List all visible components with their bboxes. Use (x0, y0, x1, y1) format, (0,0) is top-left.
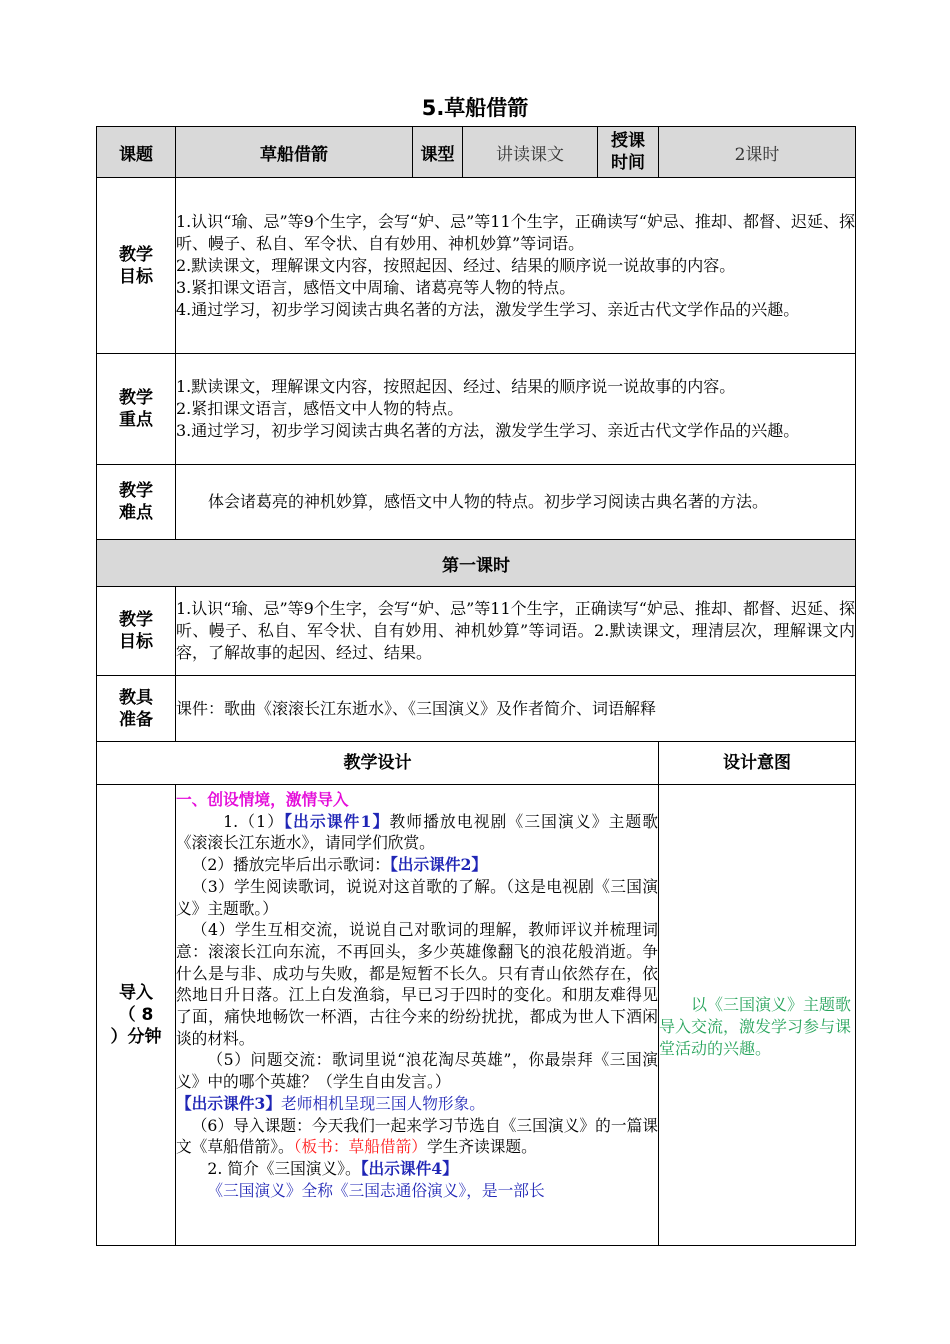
difficulties-content (176, 465, 856, 540)
lesson1-prep-content (176, 676, 856, 742)
difficulties-label-line2: 难点 (119, 503, 153, 523)
design-col-header: 教学设计 (97, 742, 659, 785)
goal-item: 3.紧扣课文语言，感悟文中周瑜、诸葛亮等人物的特点。 (176, 277, 576, 297)
stage-label (97, 785, 176, 1246)
lesson1-heading: 第一课时 (97, 540, 856, 587)
lesson1-goals-label (97, 587, 176, 676)
topic-value: 草船借箭 (176, 127, 413, 178)
lesson-plan-table (96, 126, 856, 1246)
time-value: 2课时 (659, 127, 856, 178)
key-points-label-line2: 重点 (119, 410, 153, 430)
stage-label-line2: （ 8 (118, 1005, 154, 1025)
goal-item: 2.默读课文，理解课文内容，按照起因、经过、结果的顺序说一说故事的内容。 (176, 255, 736, 275)
courseware-1-tag: 【出示课件1】 (284, 811, 390, 831)
lesson1-goals-label-line1: 教学 (119, 610, 153, 630)
type-label: 课型 (413, 127, 463, 178)
key-points-label-line1: 教学 (119, 388, 153, 408)
difficulties-text: 体会诸葛亮的神机妙算，感悟文中人物的特点。初步学习阅读古典名著的方法。 (208, 492, 769, 511)
p1-prefix: 1.（1） (223, 811, 285, 831)
lesson1-prep-row (97, 676, 856, 742)
p6-tail: 学生齐读课题。 (427, 1137, 537, 1157)
courseware-3-tag: 【出示课件3】 (176, 1093, 282, 1113)
p2-text: （2）播放完毕后出示歌词： (191, 855, 390, 875)
p5-blue-text: 老师相机呈现三国人物形象。 (281, 1093, 485, 1113)
design-paragraph-8: 《三国演义》全称《三国志通俗演义》，是一部长 (207, 1180, 545, 1200)
board-note: （板书：草船借箭） (293, 1137, 427, 1157)
goals-row (97, 178, 856, 354)
courseware-4-tag: 【出示课件4】 (360, 1158, 458, 1178)
lesson1-goals-label-line2: 目标 (119, 632, 153, 652)
lesson1-prep-label-line2: 准备 (119, 709, 153, 730)
design-paragraph-7 (176, 1158, 658, 1180)
design-paragraph-5b (176, 1093, 658, 1115)
goal-item: 4.通过学习，初步学习阅读古典名著的方法，激发学生学习、亲近古代文学作品的兴趣。 (176, 299, 800, 319)
type-value: 讲读课文 (463, 127, 598, 178)
lesson1-prep-label-line1: 教具 (119, 687, 153, 708)
design-content (176, 785, 659, 1246)
lesson1-goals-text: 1.认识“瑜、忌”等9个生字，会写“妒、忌”等11个生字，正确读写“妒忌、推却、都督、迟延、探听、幔子、私自、军令状、自有妙用、神机妙算”等词语。2.默读课文，理清层次，理解课文内容，了解故事的起因、经过、结果。 (176, 599, 855, 662)
design-paragraph-1 (176, 811, 658, 854)
difficulties-row (97, 465, 856, 540)
lesson1-goals-row (97, 587, 856, 676)
intent-content (659, 785, 856, 1246)
p7-text: 2. 简介《三国演义》。 (207, 1158, 361, 1178)
time-label (598, 127, 659, 178)
goal-item: 1.认识“瑜、忌”等9个生字，会写“妒、忌”等11个生字，正确读写“妒忌、推却、都督、迟延、探听、幔子、私自、军令状、自有妙用、神机妙算”等词语。 (176, 211, 855, 253)
key-points-row (97, 354, 856, 465)
stage-label-line1: 导入 (119, 983, 153, 1003)
key-point-item: 3.通过学习，初步学习阅读古典名著的方法，激发学生学习、亲近古代文学作品的兴趣。 (176, 421, 800, 440)
topic-label: 课题 (97, 127, 176, 178)
p1-text: 教师播放电视剧《三国演义》主题歌《滚滚长江东逝水》，请同学们欣赏。 (176, 811, 658, 853)
key-points-label (97, 354, 176, 465)
lesson1-prep-text: 课件：歌曲《滚滚长江东逝水》、《三国演义》及作者简介、词语解释 (176, 698, 657, 718)
design-body-row (97, 785, 856, 1246)
design-paragraph-6 (176, 1115, 658, 1158)
goals-label-line1: 教学 (119, 244, 153, 265)
time-label-line2: 时间 (611, 153, 645, 173)
difficulties-label (97, 465, 176, 540)
design-paragraph-4: （4）学生互相交流，说说自己对歌词的理解，教师评议并梳理词意：滚滚长江向东流，不再回头，多少英雄像翻飞的浪花般消逝。争什么是与非、成功与失败，都是短暂不长久。只有青山依然存在，依然地日升日落。江上白发渔翁，早已习于四时的变化。和朋友难得见了面，痛快地畅饮一杯酒，古往今来的纷纷扰扰，都成为世人下酒闲谈的材料。 (176, 920, 658, 1048)
lesson1-prep-label (97, 676, 176, 742)
design-paragraph-2 (176, 854, 658, 876)
page-title: 5.草船借箭 (421, 96, 529, 120)
difficulties-label-line1: 教学 (119, 481, 153, 501)
time-label-line1: 授课 (611, 131, 645, 151)
stage-label-line3: ）分钟 (110, 1027, 162, 1047)
goals-label (97, 178, 176, 354)
design-header-row (97, 742, 856, 785)
header-row (97, 127, 856, 178)
design-paragraph-5: （5）问题交流：歌词里说“浪花淘尽英雄”，你最崇拜《三国演义》中的哪个英雄？（学生自由发言。） (176, 1050, 658, 1092)
key-point-item: 2.紧扣课文语言，感悟文中人物的特点。 (176, 399, 464, 418)
design-paragraph-3: （3）学生阅读歌词，说说对这首歌的了解。（这是电视剧《三国演义》主题歌。） (176, 876, 658, 918)
intent-col-header: 设计意图 (659, 742, 856, 785)
goals-label-line2: 目标 (119, 266, 153, 287)
lesson1-goals-content (176, 587, 856, 676)
intent-text: 以《三国演义》主题歌导入交流，激发学习参与课堂活动的兴趣。 (659, 995, 852, 1058)
lesson1-heading-row (97, 540, 856, 587)
goals-content (176, 178, 856, 354)
key-point-item: 1.默读课文，理解课文内容，按照起因、经过、结果的顺序说一说故事的内容。 (176, 377, 736, 396)
courseware-2-tag: 【出示课件2】 (389, 855, 488, 875)
key-points-content (176, 354, 856, 465)
p6-text: （6）导入课题：今天我们一起来学习节选自《三国演义》的一篇课文《草船借箭》。 (176, 1115, 658, 1157)
section-title: 一、创设情境，激情导入 (176, 790, 349, 809)
